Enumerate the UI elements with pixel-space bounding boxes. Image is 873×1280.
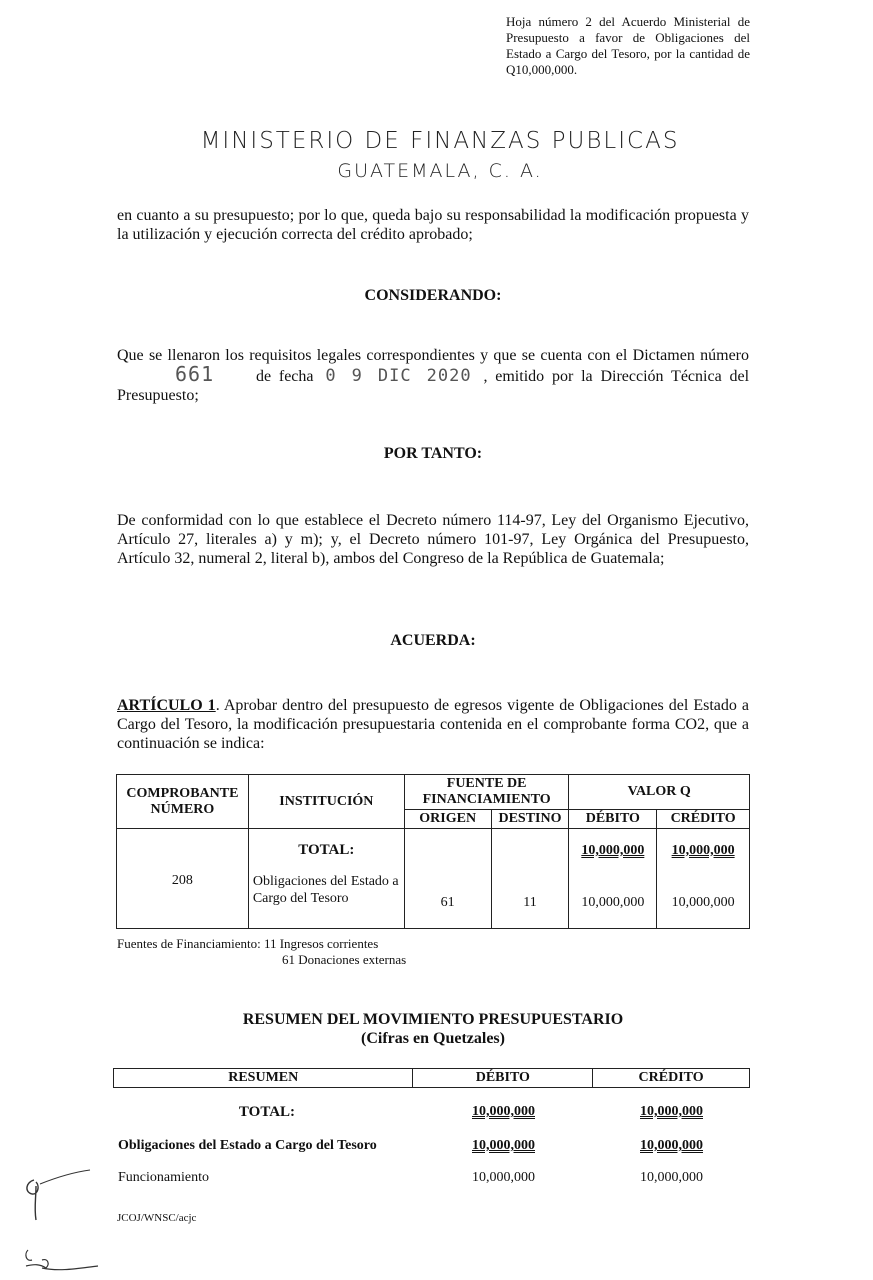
cell-debito — [569, 829, 657, 929]
total-debito: 10,000,000 — [581, 843, 645, 858]
summary-total-label: TOTAL: — [238, 1104, 296, 1120]
summary-table-header — [113, 1068, 750, 1088]
summary-row-credito: 10,000,000 — [640, 1170, 703, 1185]
article-1-text: . Aprobar dentro del presupuesto de egresos vigente de Obligaciones del Estado a Cargo del Tesoro, la modificación presupuestaria contenida en el comprobante forma CO2, que a continuación se indica: — [117, 697, 749, 752]
fuentes-note — [117, 936, 406, 968]
row-credito: 10,000,000 — [671, 895, 735, 910]
origen-value: 61 — [440, 895, 455, 910]
col-debito-header: DÉBITO — [569, 810, 657, 829]
total-credito: 10,000,000 — [671, 843, 735, 858]
header-note: Hoja número 2 del Acuerdo Ministerial de Presupuesto a favor de Obligaciones del Estado a Cargo del Tesoro, por la cantidad de Q10,000,000. — [506, 14, 750, 77]
ministry-title: MINISTERIO DE FINANZAS PUBLICAS — [200, 128, 680, 154]
comprobante-number: 208 — [171, 873, 193, 888]
acuerda-heading: ACUERDA: — [390, 632, 476, 649]
cell-origen — [404, 829, 491, 929]
por-tanto-paragraph: De conformidad con lo que establece el Decreto número 114-97, Ley del Organismo Ejecutivo, Artículo 27, literales a) y m); y, el Decreto número 101-97, Ley Orgánica del Presupuesto, Artículo 32, numeral 2, literal b), ambos del Congreso de la República de Guatemala; — [117, 512, 749, 567]
dictamen-date-stamp: 0 9 DIC 2020 — [325, 366, 472, 386]
fuentes-line-2: 61 Donaciones externas — [282, 952, 407, 967]
row-debito: 10,000,000 — [581, 895, 645, 910]
article-1-label: ARTÍCULO 1 — [117, 697, 216, 714]
summary-subtitle: (Cifras en Quetzales) — [361, 1030, 505, 1047]
col-institucion-header: INSTITUCIÓN — [248, 775, 404, 829]
summary-title-block — [117, 1010, 749, 1048]
summary-row-label: Obligaciones del Estado a Cargo del Tesoro — [118, 1138, 377, 1153]
summary-col-resumen: RESUMEN — [114, 1069, 413, 1088]
comprobante-table — [116, 774, 750, 929]
cell-institucion — [248, 829, 404, 929]
col-valor-header: VALOR Q — [569, 775, 750, 810]
summary-col-credito: CRÉDITO — [593, 1069, 750, 1088]
col-comprobante-header: COMPROBANTE NÚMERO — [117, 775, 249, 829]
fuentes-line-1: Fuentes de Financiamiento: 11 Ingresos corrientes — [117, 936, 379, 951]
summary-total-debito: 10,000,000 — [472, 1104, 535, 1119]
cell-credito — [657, 829, 750, 929]
summary-row-credito: 10,000,000 — [640, 1138, 703, 1153]
considerando-heading: CONSIDERANDO: — [364, 287, 502, 304]
summary-row-debito: 10,000,000 — [472, 1138, 535, 1153]
initials: JCOJ/WNSC/acjc — [117, 1212, 197, 1224]
considerando-text-1: Que se llenaron los requisitos legales correspondientes y que se cuenta con el Dictamen número — [117, 347, 749, 364]
total-label: TOTAL: — [298, 842, 355, 858]
intro-paragraph: en cuanto a su presupuesto; por lo que, queda bajo su responsabilidad la modificación propuesta y la utilización y ejecución correcta del crédito aprobado; — [117, 207, 749, 243]
table-row — [117, 829, 750, 929]
por-tanto-heading: POR TANTO: — [383, 445, 483, 462]
handwritten-initials — [20, 1168, 100, 1278]
col-destino-header: DESTINO — [491, 810, 569, 829]
summary-col-debito: DÉBITO — [413, 1069, 593, 1088]
considerando-paragraph — [117, 346, 749, 405]
cell-comprobante — [117, 829, 249, 929]
summary-row-label: Funcionamiento — [118, 1170, 209, 1185]
col-credito-header: CRÉDITO — [657, 810, 750, 829]
destino-value: 11 — [523, 895, 537, 910]
dictamen-number-stamp: 661 — [175, 362, 215, 386]
summary-row-debito: 10,000,000 — [472, 1170, 535, 1185]
article-1-paragraph — [117, 696, 749, 753]
institucion-name: Obligaciones del Estado a Cargo del Tesoro — [252, 874, 399, 906]
summary-title: RESUMEN DEL MOVIMIENTO PRESUPUESTARIO — [242, 1011, 624, 1028]
summary-total-credito: 10,000,000 — [640, 1104, 703, 1119]
col-origen-header: ORIGEN — [404, 810, 491, 829]
considerando-text-2: de fecha — [255, 368, 314, 385]
col-fuente-header: FUENTE DE FINANCIAMIENTO — [404, 775, 569, 810]
cell-destino — [491, 829, 569, 929]
considerando-text-3: , emitido por la Dirección Técnica del Presupuesto; — [117, 368, 750, 404]
city-title: GUATEMALA, C. A. — [337, 160, 543, 182]
